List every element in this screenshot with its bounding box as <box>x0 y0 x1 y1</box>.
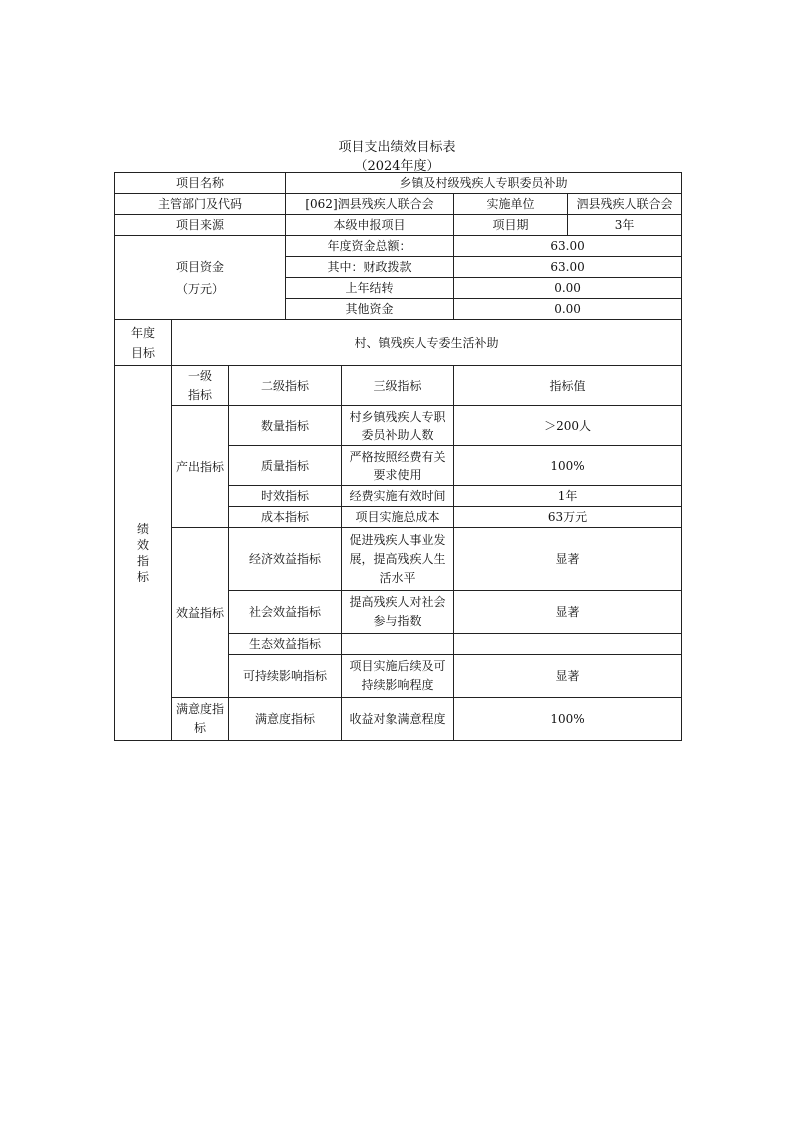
indicator-value: 1年 <box>454 486 682 507</box>
department-value: [062]泗县残疾人联合会 <box>286 194 454 215</box>
project-name-value: 乡镇及村级残疾人专职委员补助 <box>286 173 682 194</box>
source-label: 项目来源 <box>115 215 286 236</box>
table-year: （2024年度） <box>354 159 440 174</box>
funds-row-value: 0.00 <box>454 278 682 299</box>
indicator-level3 <box>342 655 454 698</box>
group-satisfaction-line2: 标 <box>193 721 206 735</box>
source-value: 本级申报项目 <box>286 215 454 236</box>
performance-table <box>114 172 682 741</box>
project-name-label: 项目名称 <box>115 173 286 194</box>
row-project-name <box>115 173 682 194</box>
funds-label-line2: （万元） <box>175 281 224 296</box>
indicator-level3: 经费实施有效时间 <box>342 486 454 507</box>
indicator-level3-line: 严格按照经费有关 <box>349 449 446 464</box>
group-output: 产出指标 <box>172 406 229 528</box>
indicator-level3-line: 展，提高残疾人生 <box>349 551 446 566</box>
indicator-value: 显著 <box>454 591 682 634</box>
indicator-level3-line: 持续影响程度 <box>361 678 434 692</box>
indicator-value: 显著 <box>454 528 682 591</box>
side-char: 绩 <box>136 522 149 536</box>
funds-label-line1: 项目资金 <box>175 259 224 274</box>
table-title: 项目支出绩效目标表 <box>338 140 456 155</box>
row-indicator-header <box>115 366 682 406</box>
header-level2: 二级指标 <box>229 366 342 406</box>
funds-row-label: 其他资金 <box>286 299 454 320</box>
funds-row-value: 0.00 <box>454 299 682 320</box>
indicator-level2: 经济效益指标 <box>229 528 342 591</box>
group-benefit: 效益指标 <box>172 528 229 698</box>
goal-label-line2: 目标 <box>130 345 155 360</box>
indicator-level2: 质量指标 <box>229 446 342 486</box>
header-level1-line1: 一级 <box>187 368 212 383</box>
indicator-level3-line: 参与指数 <box>373 614 422 628</box>
indicator-level3: 项目实施总成本 <box>342 507 454 528</box>
indicator-row <box>115 698 682 741</box>
funds-row-value: 63.00 <box>454 257 682 278</box>
indicator-level2: 可持续影响指标 <box>229 655 342 698</box>
indicator-value: 63万元 <box>454 507 682 528</box>
implementer-label: 实施单位 <box>454 194 568 215</box>
indicator-level2: 社会效益指标 <box>229 591 342 634</box>
indicator-level3-line: 村乡镇残疾人专职 <box>349 409 446 424</box>
indicator-row <box>115 528 682 591</box>
indicator-level2: 时效指标 <box>229 486 342 507</box>
side-char: 指 <box>136 554 149 568</box>
header-level1 <box>172 366 229 406</box>
funds-row-label: 上年结转 <box>286 278 454 299</box>
funds-row-value: 63.00 <box>454 236 682 257</box>
indicator-level3: 收益对象满意程度 <box>342 698 454 741</box>
side-char: 标 <box>136 570 149 584</box>
indicator-level2: 成本指标 <box>229 507 342 528</box>
indicator-level3 <box>342 446 454 486</box>
implementer-value: 泗县残疾人联合会 <box>568 194 682 215</box>
indicator-value: 显著 <box>454 655 682 698</box>
indicator-level3 <box>342 406 454 446</box>
indicator-level3-line: 活水平 <box>379 570 416 585</box>
goal-label-line1: 年度 <box>130 325 155 340</box>
indicator-level2: 生态效益指标 <box>229 634 342 655</box>
indicator-level3 <box>342 634 454 655</box>
funds-row-label: 其中：财政拨款 <box>286 257 454 278</box>
goal-label <box>115 320 172 366</box>
funds-label <box>115 236 286 320</box>
indicator-level2: 满意度指标 <box>229 698 342 741</box>
indicator-side-label <box>115 366 172 741</box>
indicator-level3 <box>342 591 454 634</box>
indicator-level3 <box>342 528 454 591</box>
funds-row-label: 年度资金总额： <box>286 236 454 257</box>
period-label: 项目期 <box>454 215 568 236</box>
header-level3: 三级指标 <box>342 366 454 406</box>
goal-text: 村、镇残疾人专委生活补助 <box>172 320 682 366</box>
indicator-value: 100% <box>454 698 682 741</box>
indicator-value: ＞200人 <box>454 406 682 446</box>
row-annual-goal <box>115 320 682 366</box>
indicator-value <box>454 634 682 655</box>
indicator-level3-line: 促进残疾人事业发 <box>349 532 446 547</box>
indicator-level3-line: 委员补助人数 <box>361 427 434 442</box>
indicator-level2: 数量指标 <box>229 406 342 446</box>
group-satisfaction-line1: 满意度指 <box>175 702 224 716</box>
department-label: 主管部门及代码 <box>115 194 286 215</box>
period-value: 3年 <box>568 215 682 236</box>
row-funds-total <box>115 236 682 257</box>
indicator-level3-line: 要求使用 <box>373 467 422 482</box>
indicator-level3-line: 项目实施后续及可 <box>349 659 446 673</box>
side-char: 效 <box>136 538 149 552</box>
row-source <box>115 215 682 236</box>
row-department <box>115 194 682 215</box>
indicator-value: 100% <box>454 446 682 486</box>
indicator-level3-line: 提高残疾人对社会 <box>349 595 446 609</box>
header-level1-line2: 指标 <box>187 387 212 402</box>
header-value: 指标值 <box>454 366 682 406</box>
group-satisfaction <box>172 698 229 741</box>
indicator-row <box>115 406 682 446</box>
